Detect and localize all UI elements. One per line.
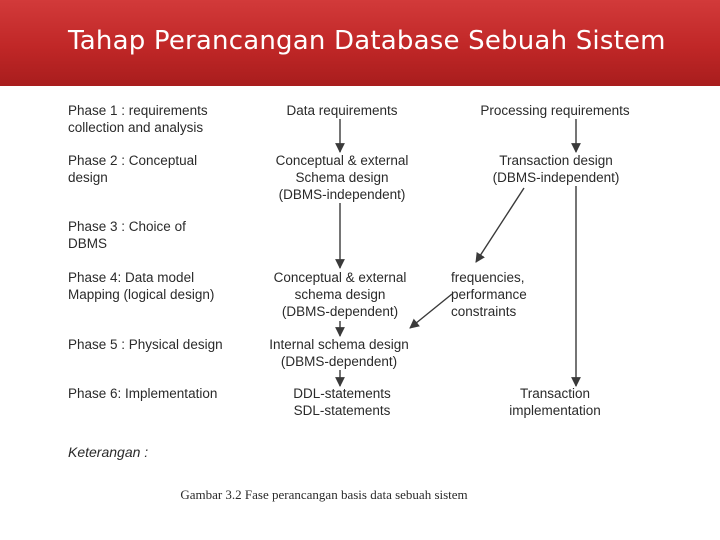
arrow-transaction-to-constraints: [476, 188, 524, 262]
sdl-statements-label: SDL-statements: [293, 403, 391, 418]
constraints-line-1: frequencies,: [451, 270, 525, 285]
phase-4-line-1: Phase 4: Data model: [68, 270, 195, 285]
phase-2-line-1: Phase 2 : Conceptual: [68, 153, 198, 168]
internal-design-line-2: (DBMS-dependent): [280, 354, 398, 369]
arrow-constraints-to-internal: [410, 294, 452, 328]
conceptual-design-line-2: Schema design: [295, 170, 389, 185]
legend-label: Keterangan :: [68, 444, 149, 460]
transaction-implementation-line-1: Transaction: [519, 386, 591, 401]
figure-caption: Gambar 3.2 Fase perancangan basis data sebuah sistem: [180, 487, 468, 502]
internal-design-line-1: Internal schema design: [269, 337, 409, 352]
phase-3-line-1: Phase 3 : Choice of: [68, 219, 186, 234]
transaction-implementation-line-2: implementation: [509, 403, 601, 418]
processing-requirements-label: Processing requirements: [480, 103, 630, 118]
phase-1-line-1: Phase 1 : requirements: [68, 103, 208, 118]
phase-1-line-2: collection and analysis: [68, 120, 204, 135]
slide-title: Tahap Perancangan Database Sebuah Sistem: [68, 26, 666, 56]
phase-6-line-1: Phase 6: Implementation: [68, 386, 218, 401]
ddl-statements-label: DDL-statements: [293, 386, 391, 401]
logical-design-line-2: schema design: [294, 287, 386, 302]
transaction-design-line-2: (DBMS-independent): [492, 170, 620, 185]
phase-5-line-1: Phase 5 : Physical design: [68, 337, 223, 352]
constraints-line-2: performance: [451, 287, 527, 302]
phase-4-line-2: Mapping (logical design): [68, 287, 215, 302]
logical-design-line-1: Conceptual & external: [273, 270, 407, 285]
logical-design-line-3: (DBMS-dependent): [281, 304, 399, 319]
phase-3-line-2: DBMS: [68, 236, 108, 251]
phase-2-line-2: design: [68, 170, 108, 185]
conceptual-design-line-3: (DBMS-independent): [278, 187, 406, 202]
constraints-line-3: constraints: [451, 304, 517, 319]
transaction-design-line-1: Transaction design: [499, 153, 613, 168]
conceptual-design-line-1: Conceptual & external: [275, 153, 409, 168]
data-requirements-label: Data requirements: [286, 103, 398, 118]
